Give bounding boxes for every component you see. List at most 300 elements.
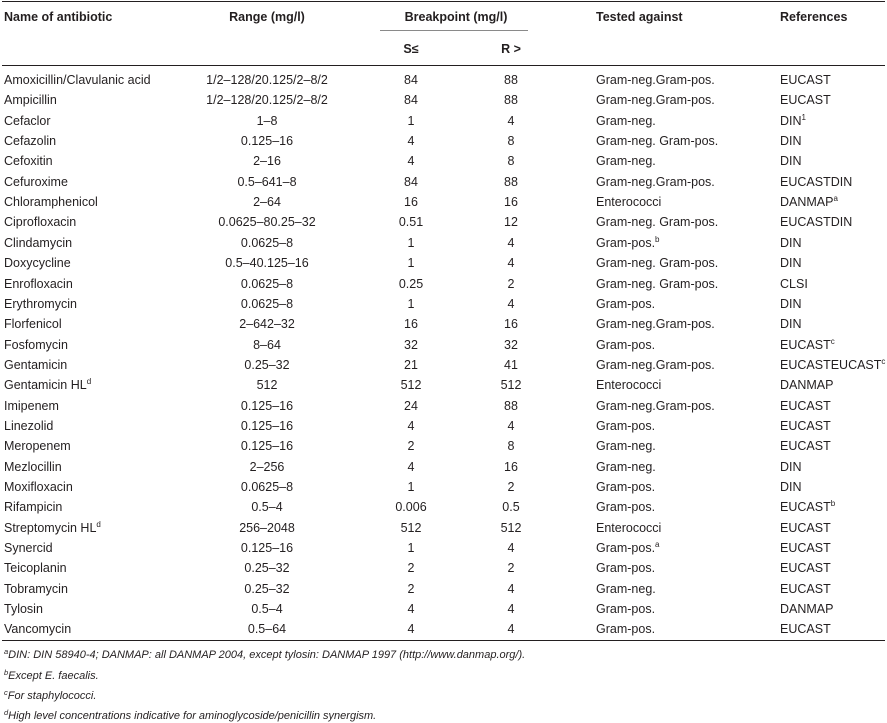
range-value — [241, 236, 293, 250]
reference-text: DIN — [780, 480, 802, 494]
antibiotic-name-text: Cefoxitin — [4, 154, 53, 169]
reference-text: EUCAST — [780, 93, 831, 108]
susceptible-breakpoint-text: 16 — [404, 317, 418, 332]
tested-against — [596, 297, 655, 311]
range-value-text: 0.0625–80.25–32 — [218, 215, 316, 230]
range-value-text: 2–16 — [253, 154, 281, 169]
susceptible-breakpoint — [404, 358, 418, 372]
tested-against — [596, 73, 715, 87]
resistant-breakpoint — [508, 622, 515, 636]
reference — [780, 277, 808, 291]
resistant-breakpoint — [508, 154, 515, 168]
tested-against-text: Gram-neg. — [596, 459, 656, 474]
susceptible-breakpoint — [408, 236, 415, 250]
resistant-breakpoint-text: 12 — [504, 215, 518, 230]
range-value-text: 0.5–40.125–16 — [225, 256, 309, 271]
susceptible-breakpoint-text: 0.25 — [398, 276, 424, 291]
range-value-text: 0.25–32 — [244, 581, 290, 596]
antibiotic-name-text: Cefuroxime — [4, 174, 68, 189]
antibiotic-name — [4, 114, 51, 128]
resistant-breakpoint — [504, 358, 518, 372]
resistant-breakpoint — [504, 460, 518, 474]
resistant-breakpoint-text: 16 — [504, 195, 518, 210]
reference-text: EUCAST — [780, 73, 831, 87]
header-resistant: R > — [501, 42, 521, 56]
susceptible-breakpoint — [395, 500, 426, 514]
header-bottom-rule — [2, 65, 885, 66]
tested-against-text: Gram-neg.Gram-pos. — [596, 73, 715, 87]
range-value-text: 0.125–16 — [240, 418, 294, 433]
tested-against-text: Gram-pos. — [596, 561, 656, 576]
range-value-text: 0.0625–8 — [240, 276, 294, 291]
susceptible-breakpoint — [399, 277, 423, 291]
reference-text: DIN — [780, 113, 802, 128]
antibiotic-name-text: Tobramycin — [4, 581, 68, 596]
reference — [780, 338, 835, 352]
tested-against-text: Gram-neg. — [596, 439, 656, 454]
range-value — [241, 297, 293, 311]
table-bottom-rule — [2, 640, 885, 641]
resistant-breakpoint — [504, 338, 518, 352]
range-value-text: 2–64 — [253, 195, 281, 210]
antibiotic-name-text: Rifampicin — [4, 500, 63, 515]
range-value-text: 1–8 — [256, 113, 278, 128]
tested-against-text: Gram-neg.Gram-pos. — [596, 398, 715, 413]
tested-against-text: Gram-neg. Gram-pos. — [596, 276, 719, 291]
tested-against-text: Gram-neg.Gram-pos. — [596, 174, 715, 189]
antibiotic-name — [4, 561, 67, 575]
resistant-breakpoint-text: 4 — [507, 541, 515, 556]
tested-against — [596, 622, 655, 636]
resistant-breakpoint — [501, 378, 522, 392]
tested-against-text: Gram-pos. — [596, 622, 656, 637]
range-value — [241, 480, 293, 494]
resistant-breakpoint-text: 16 — [504, 317, 518, 332]
range-value-text: 0.125–16 — [240, 439, 294, 454]
resistant-breakpoint-text: 8 — [507, 154, 515, 169]
tested-against-text: Gram-neg. — [596, 113, 656, 128]
susceptible-breakpoint-text: 512 — [400, 378, 422, 393]
range-value-text: 0.5–64 — [247, 622, 287, 637]
reference-text: DIN — [780, 296, 802, 311]
antibiotic-name-text: Enrofloxacin — [4, 276, 73, 291]
tested-against-text: Gram-pos. — [596, 480, 656, 494]
range-value — [241, 439, 293, 453]
antibiotic-name — [4, 419, 53, 433]
reference — [780, 134, 802, 148]
range-value-text: 256–2048 — [239, 520, 295, 535]
tested-against — [596, 378, 661, 392]
tested-against-text: Gram-pos. — [596, 418, 656, 433]
tested-against — [596, 256, 718, 270]
reference — [780, 582, 831, 596]
resistant-breakpoint-text: 4 — [507, 602, 515, 617]
antibiotic-name — [4, 521, 101, 535]
resistant-breakpoint-text: 88 — [504, 398, 518, 413]
susceptible-breakpoint-text: 2 — [407, 561, 415, 576]
range-value — [257, 114, 278, 128]
susceptible-breakpoint — [404, 73, 418, 87]
range-value — [253, 195, 281, 209]
reference-text: EUCASTDIN — [780, 215, 853, 230]
reference-text: DIN — [780, 256, 802, 271]
range-value-text: 0.0625–8 — [240, 296, 294, 311]
resistant-breakpoint — [508, 297, 515, 311]
antibiotic-name-text: Clindamycin — [4, 235, 73, 250]
resistant-breakpoint — [508, 602, 515, 616]
tested-against — [596, 154, 656, 168]
reference-text: EUCAST — [780, 581, 831, 596]
resistant-breakpoint-text: 4 — [507, 622, 515, 637]
tested-against-text: Gram-pos. — [596, 602, 656, 617]
reference-text: CLSI — [780, 276, 808, 291]
resistant-breakpoint — [504, 93, 518, 107]
susceptible-breakpoint-text: 0.51 — [398, 215, 424, 230]
range-value — [244, 561, 289, 575]
reference — [780, 399, 831, 413]
susceptible-breakpoint-text: 21 — [404, 357, 418, 372]
range-value — [248, 622, 286, 636]
susceptible-breakpoint — [408, 602, 415, 616]
susceptible-breakpoint-text: 1 — [407, 480, 415, 494]
reference-text: EUCAST — [780, 337, 831, 352]
reference — [780, 521, 831, 535]
resistant-breakpoint-text: 88 — [504, 73, 518, 87]
range-value — [239, 521, 295, 535]
reference — [780, 500, 835, 514]
breakpoint-header-rule — [380, 30, 528, 31]
resistant-breakpoint-text: 512 — [500, 378, 522, 393]
antibiotic-name-text: Fosfomycin — [4, 337, 68, 352]
antibiotic-name — [4, 236, 72, 250]
susceptible-breakpoint — [408, 541, 415, 555]
tested-against — [596, 439, 656, 453]
reference — [780, 602, 833, 616]
tested-against — [596, 561, 655, 575]
tested-against-text: Gram-neg. Gram-pos. — [596, 256, 719, 271]
range-value — [237, 175, 296, 189]
footnote-marker: a — [655, 540, 660, 550]
antibiotic-name — [4, 500, 62, 514]
footnote-c — [4, 690, 96, 703]
reference — [780, 114, 806, 128]
antibiotic-name-text: Mezlocillin — [4, 459, 62, 474]
antibiotic-name-text: Doxycycline — [4, 256, 71, 271]
tested-against-text: Gram-neg.Gram-pos. — [596, 357, 715, 372]
tested-against-text: Gram-pos. — [596, 541, 656, 556]
header-range: Range (mg/l) — [229, 10, 305, 24]
resistant-breakpoint-text: 41 — [504, 357, 518, 372]
header-tested-against: Tested against — [596, 10, 683, 24]
reference — [780, 317, 802, 331]
resistant-breakpoint-text: 8 — [507, 134, 515, 149]
susceptible-breakpoint — [408, 561, 415, 575]
susceptible-breakpoint-text: 16 — [404, 195, 418, 210]
footnote-mark: d — [4, 708, 9, 717]
susceptible-breakpoint — [408, 297, 415, 311]
reference-text: EUCASTEUCAST — [780, 357, 882, 372]
range-value-text: 0.25–32 — [244, 561, 290, 576]
antibiotic-name-text: Ampicillin — [4, 93, 57, 108]
antibiotic-name-text: Erythromycin — [4, 296, 77, 311]
resistant-breakpoint — [508, 480, 515, 494]
antibiotic-name-text: Moxifloxacin — [4, 480, 73, 494]
resistant-breakpoint-text: 32 — [504, 337, 518, 352]
range-value — [206, 93, 328, 107]
range-value-text: 0.5–4 — [251, 500, 283, 515]
reference — [780, 154, 802, 168]
antibiotic-name-text: Gentamicin — [4, 357, 68, 372]
reference-text: EUCAST — [780, 398, 831, 413]
susceptible-breakpoint-text: 84 — [404, 93, 418, 108]
footnote-b — [4, 670, 99, 683]
antibiotic-name-text: Florfenicol — [4, 317, 62, 332]
header-references: References — [780, 10, 848, 24]
range-value — [241, 419, 293, 433]
tested-against — [596, 399, 715, 413]
resistant-breakpoint-text: 16 — [504, 459, 518, 474]
susceptible-breakpoint-text: 1 — [407, 113, 415, 128]
reference-text: DIN — [780, 134, 802, 149]
reference — [780, 215, 852, 229]
resistant-breakpoint — [504, 399, 518, 413]
antibiotic-name — [4, 73, 151, 87]
antibiotic-name-text: Cefazolin — [4, 134, 57, 149]
resistant-breakpoint — [508, 561, 515, 575]
reference-text: EUCAST — [780, 418, 831, 433]
antibiotic-name — [4, 541, 53, 555]
antibiotic-name — [4, 215, 76, 229]
resistant-breakpoint-text: 2 — [507, 276, 515, 291]
range-value-text: 0.25–32 — [244, 357, 290, 372]
reference — [780, 175, 852, 189]
tested-against-text: Gram-pos. — [596, 235, 656, 250]
reference-text: EUCAST — [780, 520, 831, 535]
range-value — [251, 602, 282, 616]
susceptible-breakpoint — [408, 154, 415, 168]
antibiotic-name-text: Tylosin — [4, 602, 43, 617]
reference-text: EUCASTDIN — [780, 174, 853, 189]
susceptible-breakpoint-text: 4 — [407, 154, 415, 169]
reference — [780, 195, 838, 209]
susceptible-breakpoint — [408, 419, 415, 433]
resistant-breakpoint-text: 4 — [507, 296, 515, 311]
antibiotic-name-text: Synercid — [4, 541, 53, 556]
resistant-breakpoint-text: 4 — [507, 581, 515, 596]
tested-against — [596, 114, 656, 128]
range-value-text: 2–642–32 — [239, 317, 295, 332]
resistant-breakpoint — [508, 541, 515, 555]
tested-against — [596, 175, 715, 189]
tested-against — [596, 277, 718, 291]
range-value — [241, 134, 293, 148]
susceptible-breakpoint — [408, 256, 415, 270]
susceptible-breakpoint — [408, 460, 415, 474]
antibiotic-name — [4, 358, 67, 372]
footnote-mark: c — [4, 688, 8, 697]
range-value — [253, 338, 281, 352]
susceptible-breakpoint — [408, 114, 415, 128]
antibiotic-name — [4, 317, 62, 331]
antibiotic-name-text: Streptomycin HL — [4, 520, 97, 535]
resistant-breakpoint — [508, 582, 515, 596]
range-value-text: 8–64 — [253, 337, 281, 352]
range-value-text: 0.125–16 — [240, 134, 294, 149]
resistant-breakpoint — [504, 195, 518, 209]
susceptible-breakpoint — [408, 622, 415, 636]
susceptible-breakpoint-text: 84 — [404, 73, 418, 87]
reference — [780, 358, 885, 372]
reference — [780, 480, 802, 494]
tested-against-text: Gram-neg.Gram-pos. — [596, 317, 715, 332]
range-value-text: 0.0625–8 — [240, 480, 294, 494]
resistant-breakpoint — [508, 134, 515, 148]
antibiotic-name-text: Amoxicillin/Clavulanic acid — [4, 73, 151, 87]
antibiotic-name — [4, 195, 98, 209]
susceptible-breakpoint-text: 4 — [407, 418, 415, 433]
resistant-breakpoint — [508, 256, 515, 270]
resistant-breakpoint-text: 2 — [507, 561, 515, 576]
susceptible-breakpoint — [408, 480, 415, 494]
tested-against — [596, 460, 656, 474]
range-value-text: 0.0625–8 — [240, 235, 294, 250]
footnote-text: High level concentrations indicative for aminoglycoside/penicillin synergism. — [8, 710, 377, 722]
susceptible-breakpoint-text: 0.006 — [395, 500, 427, 515]
footnote-d — [4, 710, 376, 723]
susceptible-breakpoint — [404, 195, 418, 209]
reference-text: EUCAST — [780, 541, 831, 556]
susceptible-breakpoint-text: 4 — [407, 602, 415, 617]
susceptible-breakpoint-text: 1 — [407, 296, 415, 311]
range-value — [244, 582, 289, 596]
susceptible-breakpoint — [399, 215, 423, 229]
range-value-text: 0.125–16 — [240, 541, 294, 556]
tested-against — [596, 236, 660, 250]
antibiotic-name — [4, 480, 73, 494]
resistant-breakpoint — [502, 500, 519, 514]
tested-against — [596, 317, 715, 331]
range-value — [241, 399, 293, 413]
tested-against-text: Gram-neg. — [596, 581, 656, 596]
footnote-a — [4, 649, 525, 662]
resistant-breakpoint-text: 4 — [507, 113, 515, 128]
range-value — [250, 460, 285, 474]
footnote-text: DIN: DIN 58940-4; DANMAP: all DANMAP 2004, except tylosin: DANMAP 1997 (http://www.danmap.org/). — [8, 649, 526, 661]
antibiotic-name — [4, 134, 56, 148]
resistant-breakpoint-text: 0.5 — [502, 500, 520, 515]
reference-text: EUCAST — [780, 622, 831, 637]
antibiotic-name-text: Meropenem — [4, 439, 71, 454]
tested-against — [596, 134, 718, 148]
resistant-breakpoint — [508, 419, 515, 433]
tested-against-text: Gram-neg.Gram-pos. — [596, 93, 715, 108]
susceptible-breakpoint-text: 1 — [407, 256, 415, 271]
antibiotic-name — [4, 93, 57, 107]
footnote-marker: d — [86, 377, 92, 387]
range-value — [251, 500, 282, 514]
tested-against — [596, 93, 715, 107]
antibiotic-name-text: Ciprofloxacin — [4, 215, 77, 230]
footnote-marker: c — [830, 336, 835, 346]
susceptible-breakpoint-text: 4 — [407, 134, 415, 149]
antibiotic-name-text: Gentamicin HL — [4, 378, 87, 393]
antibiotic-name — [4, 277, 73, 291]
range-value — [239, 317, 295, 331]
susceptible-breakpoint-text: 1 — [407, 541, 415, 556]
footnote-marker: b — [655, 234, 660, 244]
tested-against — [596, 582, 656, 596]
resistant-breakpoint — [508, 236, 515, 250]
range-value-text: 2–256 — [249, 459, 285, 474]
footnote-text: Except E. faecalis. — [8, 670, 99, 682]
reference — [780, 236, 802, 250]
reference — [780, 541, 831, 555]
reference-text: DANMAP — [780, 195, 834, 210]
antibiotic-name — [4, 399, 59, 413]
tested-against — [596, 541, 660, 555]
footnote-mark: b — [4, 668, 9, 677]
tested-against-text: Gram-pos. — [596, 337, 656, 352]
tested-against-text: Gram-pos. — [596, 500, 656, 515]
resistant-breakpoint-text: 4 — [507, 256, 515, 271]
header-susceptible: S≤ — [403, 42, 419, 56]
tested-against — [596, 602, 655, 616]
reference — [780, 460, 802, 474]
susceptible-breakpoint-text: 24 — [404, 398, 418, 413]
antibiotic-name-text: Linezolid — [4, 418, 54, 433]
resistant-breakpoint-text: 88 — [504, 174, 518, 189]
range-value — [218, 215, 315, 229]
range-value-text: 1/2–128/20.125/2–8/2 — [206, 93, 328, 108]
range-value-text: 512 — [256, 378, 278, 393]
reference — [780, 622, 831, 636]
tested-against — [596, 338, 655, 352]
tested-against — [596, 500, 655, 514]
antibiotic-name — [4, 582, 68, 596]
antibiotic-name-text: Vancomycin — [4, 622, 72, 637]
range-value — [253, 154, 281, 168]
tested-against-text: Enterococci — [596, 378, 662, 393]
antibiotic-name-text: Cefaclor — [4, 113, 51, 128]
range-value — [241, 277, 293, 291]
reference-text: DANMAP — [780, 378, 834, 393]
tested-against — [596, 419, 655, 433]
susceptible-breakpoint-text: 2 — [407, 581, 415, 596]
reference — [780, 439, 831, 453]
susceptible-breakpoint — [401, 521, 422, 535]
susceptible-breakpoint — [408, 439, 415, 453]
antibiotic-name — [4, 154, 53, 168]
resistant-breakpoint-text: 512 — [500, 520, 522, 535]
resistant-breakpoint — [504, 73, 518, 87]
antibiotic-name — [4, 602, 43, 616]
reference-text: EUCAST — [780, 439, 831, 454]
susceptible-breakpoint — [401, 378, 422, 392]
tested-against — [596, 480, 655, 494]
range-value — [244, 358, 289, 372]
susceptible-breakpoint — [404, 399, 418, 413]
susceptible-breakpoint-text: 1 — [407, 235, 415, 250]
resistant-breakpoint-text: 8 — [507, 439, 515, 454]
reference — [780, 73, 831, 87]
susceptible-breakpoint-text: 4 — [407, 459, 415, 474]
antibiotic-name — [4, 460, 62, 474]
resistant-breakpoint-text: 4 — [507, 235, 515, 250]
reference — [780, 561, 831, 575]
tested-against-text: Gram-pos. — [596, 296, 656, 311]
antibiotic-name — [4, 256, 71, 270]
antibiotic-name — [4, 338, 68, 352]
